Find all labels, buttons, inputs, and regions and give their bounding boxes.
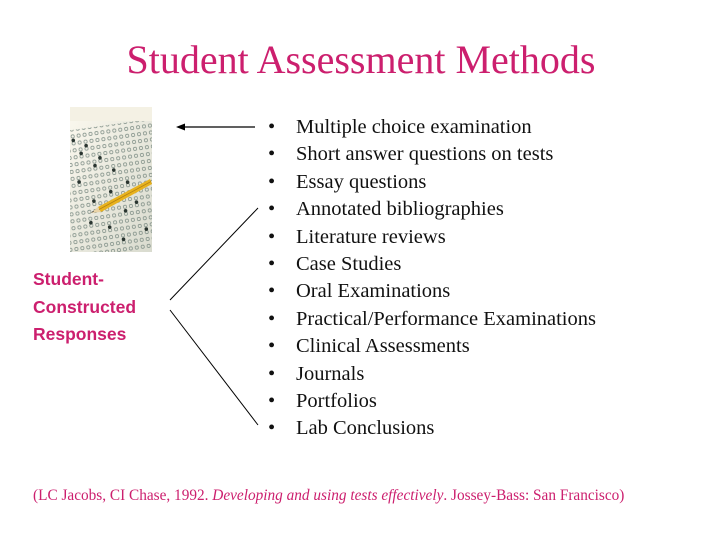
arrowhead-icon	[176, 124, 185, 131]
list-item-label: Case Studies	[296, 253, 402, 276]
bullet-icon: •	[268, 170, 276, 193]
list-item-label: Annotated bibliographies	[296, 198, 504, 221]
list-item-label: Journals	[296, 362, 365, 385]
side-label-line: Responses	[33, 324, 127, 344]
list-item-label: Short answer questions on tests	[296, 143, 554, 166]
side-label-line: Student-	[33, 269, 104, 289]
bullet-icon: •	[268, 225, 276, 248]
answer-sheet-illustration	[70, 107, 152, 252]
bullet-icon: •	[268, 280, 276, 303]
list-item	[268, 169, 596, 196]
citation-publisher: . Jossey-Bass: San Francisco)	[443, 487, 625, 504]
bullet-icon: •	[268, 390, 276, 413]
list-item-label: Literature reviews	[296, 225, 446, 248]
connector-upper	[170, 208, 258, 300]
slide-title: Student Assessment Methods	[126, 37, 596, 82]
list-item	[268, 141, 596, 168]
assessment-methods-list	[268, 114, 596, 443]
list-item	[268, 415, 596, 442]
list-item	[268, 361, 596, 388]
bullet-icon: •	[268, 335, 276, 358]
list-item-label: Lab Conclusions	[296, 417, 435, 440]
answer-sheet-photo	[70, 107, 152, 252]
side-label-line: Constructed	[33, 296, 137, 317]
list-item	[268, 251, 596, 278]
list-item	[268, 114, 596, 141]
side-label	[33, 266, 183, 349]
list-item	[268, 333, 596, 360]
list-item-label: Clinical Assessments	[296, 335, 470, 358]
bullet-icon: •	[268, 307, 276, 330]
bullet-icon: •	[268, 417, 276, 440]
list-item-label: Practical/Performance Examinations	[296, 307, 596, 330]
list-item-label: Oral Examinations	[296, 280, 451, 303]
citation-book-title: Developing and using tests effectively	[212, 487, 444, 504]
list-item	[268, 196, 596, 223]
list-item	[268, 388, 596, 415]
bullet-icon: •	[268, 198, 276, 221]
list-item	[268, 278, 596, 305]
list-item-label: Portfolios	[296, 390, 377, 413]
bullet-icon: •	[268, 143, 276, 166]
connector-lower	[170, 310, 258, 425]
list-item-label: Multiple choice examination	[296, 116, 532, 138]
bullet-icon: •	[268, 253, 276, 276]
list-item	[268, 224, 596, 251]
bullet-icon: •	[268, 116, 276, 138]
bullet-icon: •	[268, 362, 276, 385]
list-item-label: Essay questions	[296, 170, 427, 193]
citation	[33, 486, 624, 506]
list-item	[268, 306, 596, 333]
citation-authors: (LC Jacobs, CI Chase, 1992.	[33, 487, 213, 504]
